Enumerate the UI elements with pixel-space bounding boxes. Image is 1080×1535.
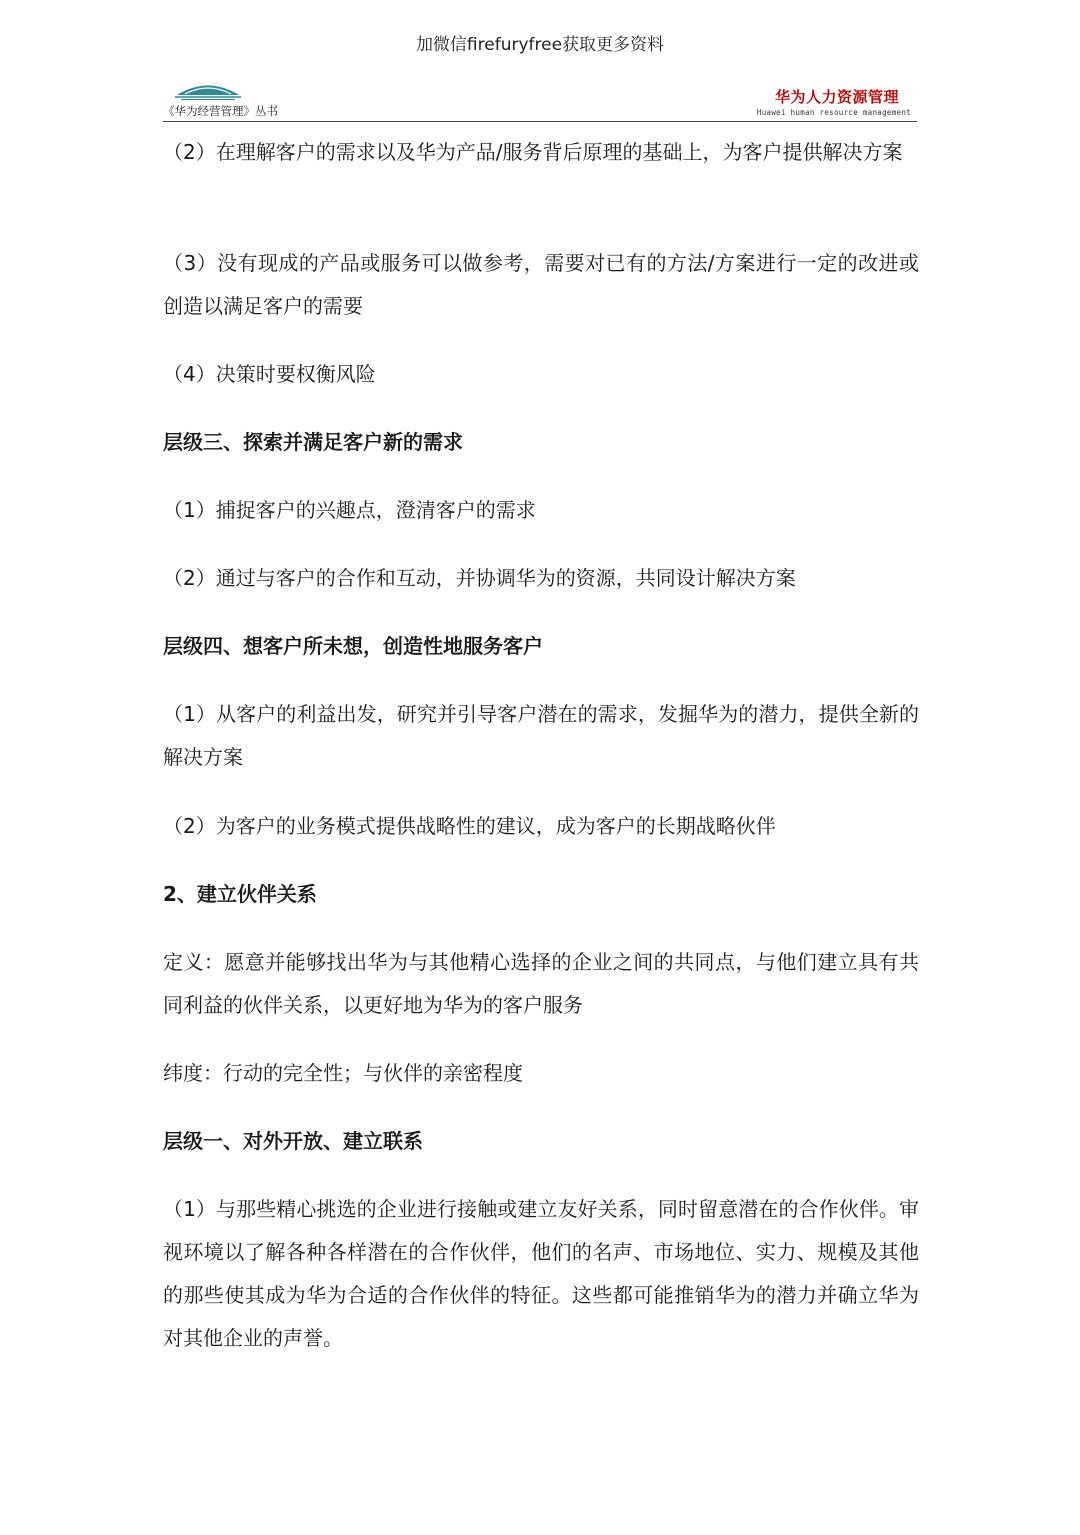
- paragraph: （2）在理解客户的需求以及华为产品/服务背后原理的基础上，为客户提供解决方案: [163, 140, 903, 164]
- paragraph: （4）决策时要权衡风险: [163, 362, 376, 386]
- mountain-logo-icon: [175, 78, 241, 100]
- paragraph: （3）没有现成的产品或服务可以做参考，需要对已有的方法/方案进行一定的改进或创造以满足客户的需要: [163, 251, 919, 318]
- paragraph: 纬度：行动的完全性；与伙伴的亲密程度: [163, 1061, 523, 1085]
- series-title: 《华为经营管理》丛书: [163, 104, 278, 118]
- brand-subtitle: Huawei human resource management: [756, 108, 911, 117]
- section-heading: 2、建立伙伴关系: [163, 882, 317, 906]
- section-heading: 层级一、对外开放、建立联系: [163, 1129, 423, 1153]
- brand-title: 华为人力资源管理: [774, 88, 899, 106]
- paragraph: （2）为客户的业务模式提供战略性的建议，成为客户的长期战略伙伴: [163, 814, 776, 838]
- paragraph: 定义：愿意并能够找出华为与其他精心选择的企业之间的共同点，与他们建立具有共同利益的伙伴关系，以更好地为华为的客户服务: [163, 950, 919, 1017]
- section-heading: 层级四、想客户所未想，创造性地服务客户: [163, 634, 543, 658]
- paragraph: （1）与那些精心挑选的企业进行接触或建立友好关系，同时留意潜在的合作伙伴。审视环境以了解各种各样潜在的合作伙伴，他们的名声、市场地位、实力、规模及其他的那些使其成为华为合适的合作伙伴的特征。这些都可能推销华为的潜力并确立华为对其他企业的声誉。: [163, 1197, 919, 1350]
- page-header: [163, 78, 917, 122]
- header-divider: [163, 121, 917, 122]
- top-banner: 加微信firefuryfree获取更多资料: [415, 35, 665, 55]
- paragraph: （2）通过与客户的合作和互动，并协调华为的资源，共同设计解决方案: [163, 566, 796, 590]
- paragraph: （1）从客户的利益出发，研究并引导客户潜在的需求，发掘华为的潜力，提供全新的解决方案: [163, 702, 919, 769]
- section-heading: 层级三、探索并满足客户新的需求: [163, 430, 463, 454]
- paragraph: （1）捕捉客户的兴趣点，澄清客户的需求: [163, 498, 536, 522]
